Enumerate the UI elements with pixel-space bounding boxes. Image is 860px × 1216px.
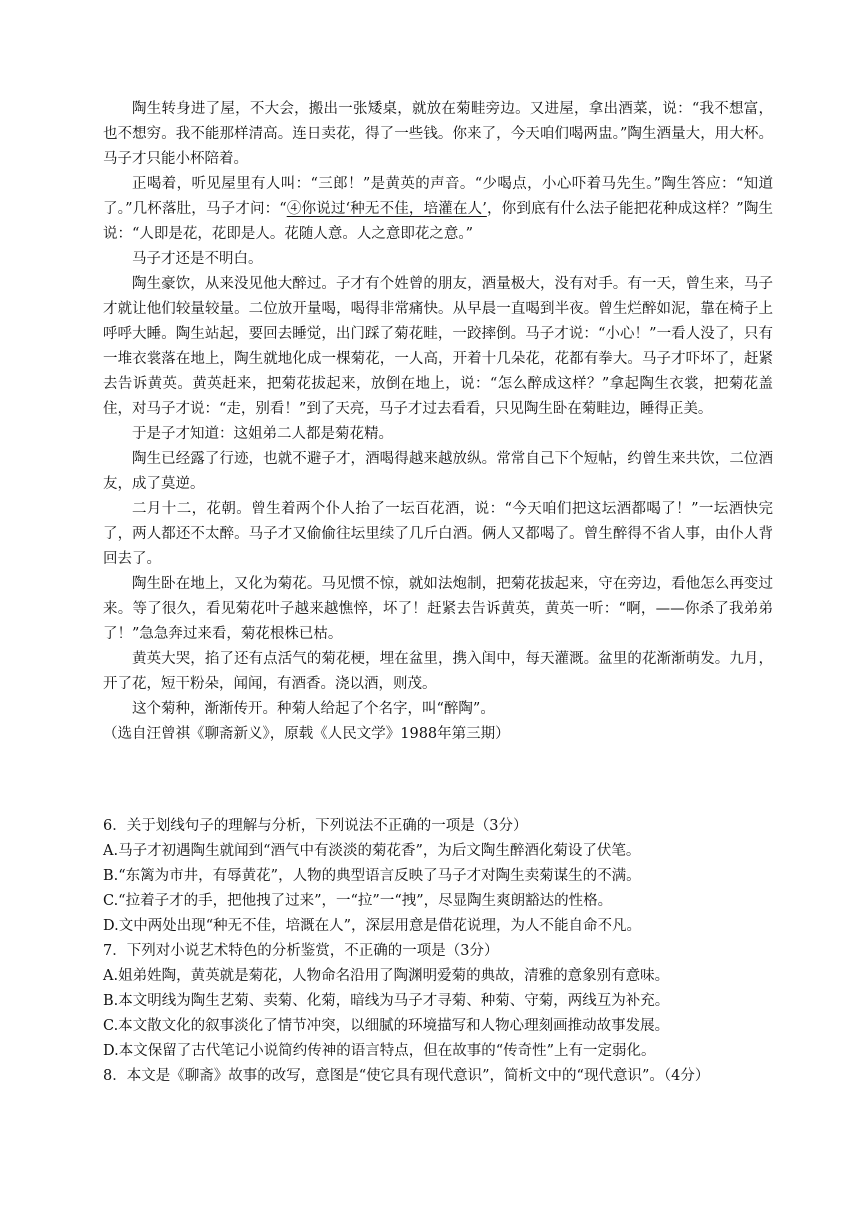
answer-option: A.马子才初遇陶生就闻到“酒气中有淡淡的菊花香”，为后文陶生醉酒化菊设了伏笔。 <box>103 843 641 859</box>
paragraph: 陶生豪饮，从来没见他大醉过。子才有个姓曾的朋友，酒量极大，没有对手。有一天，曾生来，马子才就让他们较量较量。二位放开量喝，喝得非常痛快。从早晨一直喝到半夜。曾生烂醉如泥，靠在椅子上呼呼大睡。陶生站起，要回去睡觉，出门踩了菊花畦，一跤摔倒。马子才说：“小心！”一看人没了，只有一堆衣裳落在地上，陶生就地化成一棵菊花，一人高，开着十几朵花，花都有拳大。马子才吓坏了，赶紧去告诉黄英。黄英赶来，把菊花拔起来，放倒在地上，说：“怎么醉成这样？”拿起陶生衣裳，把菊花盖住，对马子才说：“走，别看！”到了天亮，马子才过去看看，只见陶生卧在菊畦边，睡得正美。 <box>103 276 773 417</box>
paragraph: 马子才还是不明白。 <box>132 251 263 267</box>
question-stem: 8．本文是《聊斋》故事的改写，意图是“使它具有现代意识”，简析文中的“现代意识”。（4分） <box>103 1068 710 1084</box>
answer-option: B.本文明线为陶生艺菊、卖菊、化菊，暗线为马子才寻菊、种菊、守菊，两线互为补充。 <box>103 993 670 1009</box>
paragraph: 陶生卧在地上，又化为菊花。马见惯不惊，就如法炮制，把菊花拔起来，守在旁边，看他怎么再变过来。等了很久，看见菊花叶子越来越憔悴，坏了！赶紧去告诉黄英，黄英一听：“啊，——你杀了我弟弟了！”急急奔过来看，菊花根株已枯。 <box>103 576 773 642</box>
source-citation: （选自汪曾祺《聊斋新义》，原载《人民文学》1988年第三期） <box>103 726 510 742</box>
paragraph: 这个菊种，渐渐传开。种菊人给起了个名字，叫“醉陶”。 <box>132 701 495 717</box>
answer-option: C.“拉着子才的手，把他拽了过来”，一“拉”一“拽”，尽显陶生爽朗豁达的性格。 <box>103 893 613 909</box>
story-text <box>103 97 773 747</box>
answer-option: B.“东篱为市井，有辱黄花”，人物的典型语言反映了马子才对陶生卖菊谋生的不满。 <box>103 868 641 884</box>
question-stem: 6．关于划线句子的理解与分析，下列说法不正确的一项是（3分） <box>103 818 528 834</box>
paragraph: 于是子才知道：这姐弟二人都是菊花精。 <box>132 426 393 442</box>
paragraph: 二月十二，花朝。曾生着两个仆人抬了一坛百花酒，说：“今天咱们把这坛酒都喝了！”一坛酒快完了，两人都还不太醉。马子才又偷偷往坛里续了几斤白酒。俩人又都喝了。曾生醉得不省人事，由仆人背回去了。 <box>103 501 773 567</box>
question-stem: 7．下列对小说艺术特色的分析鉴赏，不正确的一项是（3分） <box>103 943 499 959</box>
questions-section <box>103 814 773 1089</box>
text-span: ，你到底有什么法子能把花种成这样？”陶生说：“人即是花，花即是人。花随人意。人之意即花之意。” <box>103 201 773 242</box>
paragraph: 陶生转身进了屋，不大会，搬出一张矮桌，就放在菊畦旁边。又进屋，拿出酒菜，说：“我不想富，也不想穷。我不能那样清高。连日卖花，得了一些钱。你来了，今天咱们喝两盅。”陶生酒量大，用大杯。马子才只能小杯陪着。 <box>103 101 773 167</box>
answer-option: D.文中两处出现“种无不佳，培溉在人”，深层用意是借花说理，为人不能自命不凡。 <box>103 918 642 934</box>
answer-option: D.本文保留了古代笔记小说简约传神的语言特点，但在故事的“传奇性”上有一定弱化。 <box>103 1043 656 1059</box>
paragraph: 陶生已经露了行迹，也就不避子才，酒喝得越来越放纵。常常自己下个短帖，约曾生来共饮，二位酒友，成了莫逆。 <box>103 451 773 492</box>
answer-option: C.本文散文化的叙事淡化了情节冲突，以细腻的环境描写和人物心理刻画推动故事发展。 <box>103 1018 670 1034</box>
paragraph: 黄英大哭，掐了还有点活气的菊花梗，埋在盆里，携入闺中，每天灌溉。盆里的花渐渐萌发。九月，开了花，短干粉朵，闻闻，有酒香。浇以酒，则茂。 <box>103 651 773 692</box>
text-span: 正喝着，听见屋里有人叫：“三郎！”是黄英的声音。“少喝点，小心吓着马先生。”陶生答应：“知道了。”几杯落肚，马子才问：“ <box>103 176 773 217</box>
answer-option: A.姐弟姓陶，黄英就是菊花，人物命名沿用了陶渊明爱菊的典故，清雅的意象别有意味。 <box>103 968 670 984</box>
underlined-sentence: ④你说过‘种无不佳，培灌在人’ <box>286 201 487 217</box>
paragraph <box>103 172 773 247</box>
